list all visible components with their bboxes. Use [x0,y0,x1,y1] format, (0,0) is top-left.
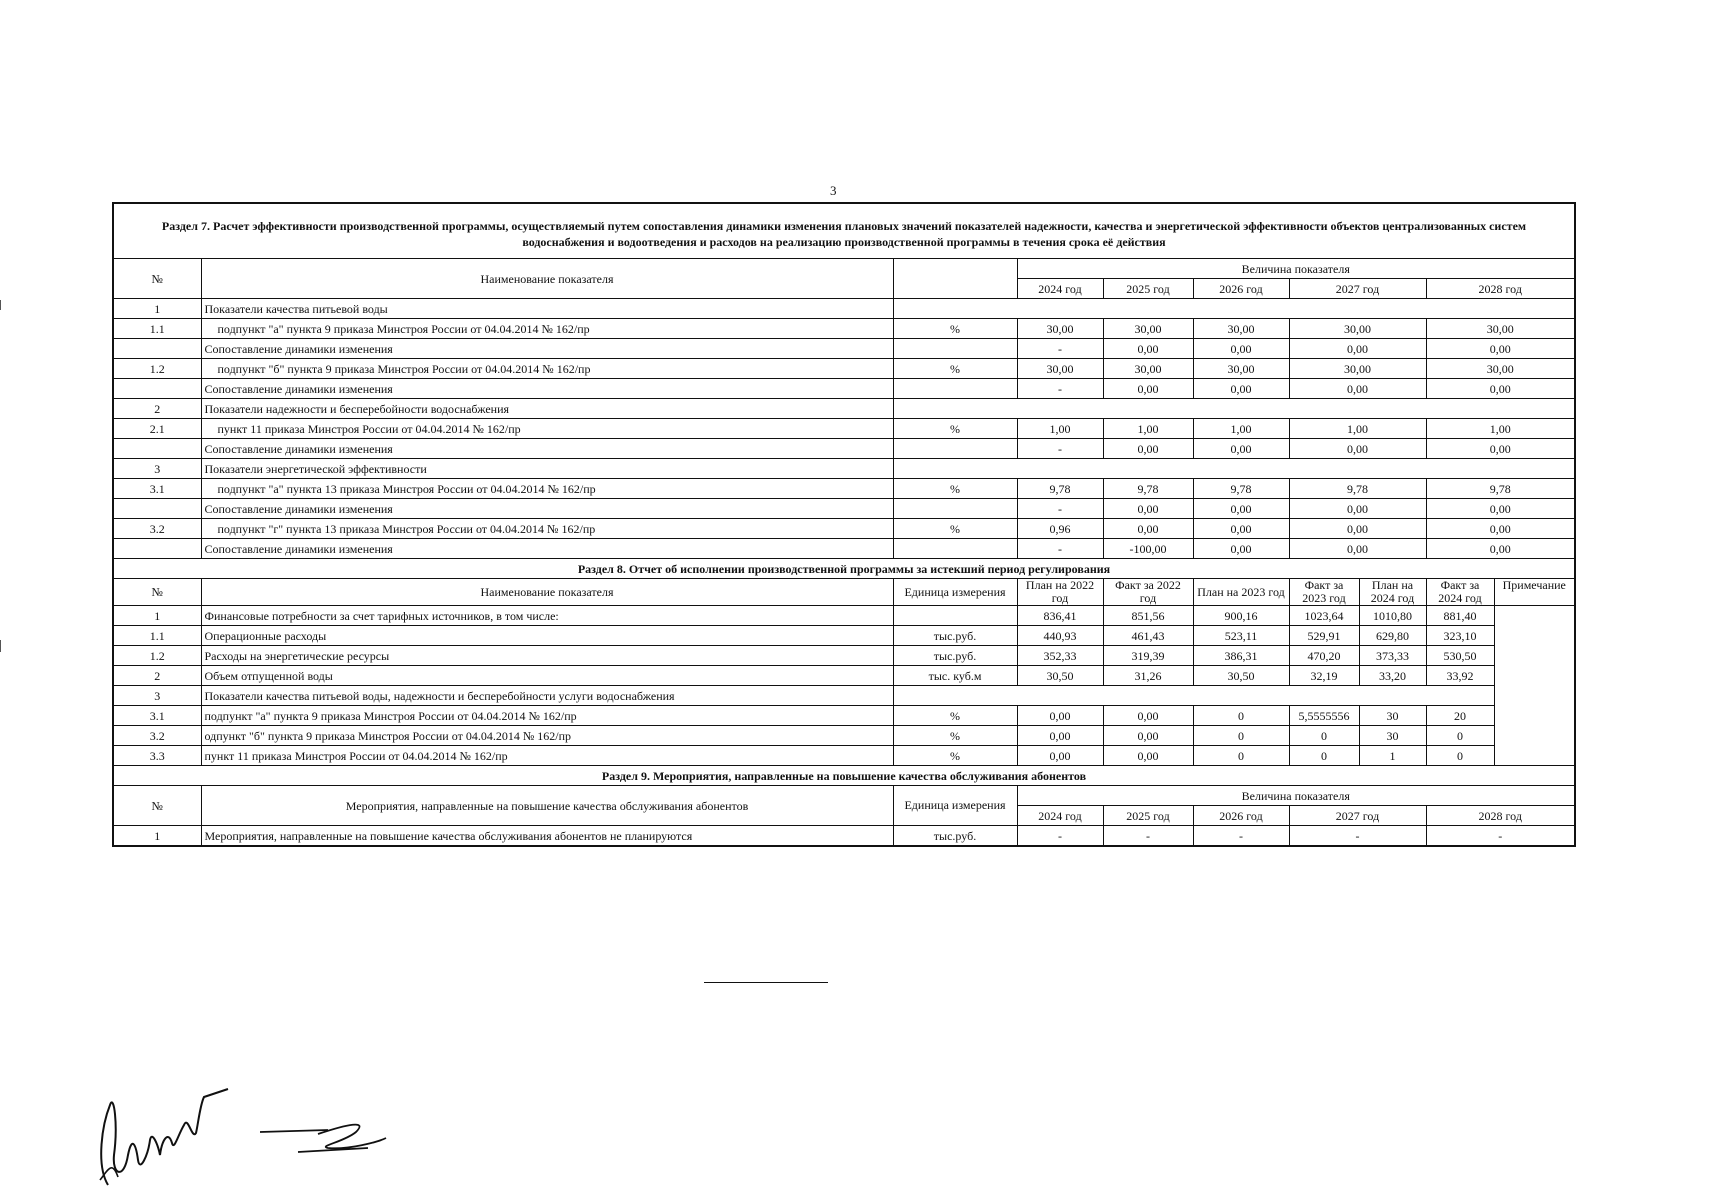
row-value: 900,16 [1193,606,1289,626]
col-name-header: Наименование показателя [201,259,893,299]
section8-header-row [113,579,1575,606]
row-value: 0,00 [1426,339,1575,359]
row-value: 851,56 [1103,606,1193,626]
col-header: План на 2023 год [1193,579,1289,606]
separator-line [704,982,828,983]
row-name: подпункт "б" пункта 9 приказа Минстроя России от 04.04.2014 № 162/пр [201,359,893,379]
row-value: 440,93 [1017,626,1103,646]
year-header: 2028 год [1426,806,1575,826]
table-row [113,726,1575,746]
row-number: 1.1 [113,319,201,339]
row-number [113,499,201,519]
row-number: 3 [113,686,201,706]
row-value: 0,00 [1017,726,1103,746]
row-value: 33,92 [1426,666,1494,686]
group-spacer [893,299,1575,319]
row-name: Сопоставление динамики изменения [201,379,893,399]
row-value: 0 [1193,726,1289,746]
col-number-header: № [113,579,201,606]
row-unit [893,606,1017,626]
table-row [113,299,1575,319]
row-value: - [1017,539,1103,559]
row-value: 9,78 [1103,479,1193,499]
section8-title-row [113,559,1575,579]
table-row [113,339,1575,359]
row-unit: % [893,706,1017,726]
row-name: пункт 11 приказа Минстроя России от 04.04.2014 № 162/пр [201,746,893,766]
row-unit [893,439,1017,459]
table-row [113,359,1575,379]
row-name: Финансовые потребности за счет тарифных источников, в том числе: [201,606,893,626]
row-value: - [1193,826,1289,847]
row-unit: % [893,519,1017,539]
row-value: 9,78 [1193,479,1289,499]
col-header: План на 2022 год [1017,579,1103,606]
row-value: 1,00 [1426,419,1575,439]
row-value: - [1017,826,1103,847]
year-header: 2028 год [1426,279,1575,299]
section9-title: Раздел 9. Мероприятия, направленные на повышение качества обслуживания абонентов [113,766,1575,786]
row-value: - [1103,826,1193,847]
row-number [113,339,201,359]
row-value: 0,00 [1103,339,1193,359]
row-value: 0 [1289,746,1359,766]
row-number: 3.3 [113,746,201,766]
col-header: Факт за 2024 год [1426,579,1494,606]
col-note-header: Примечание [1494,579,1575,606]
col-value-header: Величина показателя [1017,259,1575,279]
row-name: Объем отпущенной воды [201,666,893,686]
row-name: пункт 11 приказа Минстроя России от 04.04.2014 № 162/пр [201,419,893,439]
row-value: 461,43 [1103,626,1193,646]
row-value: 0,00 [1103,499,1193,519]
row-name: подпункт "а" пункта 13 приказа Минстроя России от 04.04.2014 № 162/пр [201,479,893,499]
row-value: 30,00 [1103,319,1193,339]
section9-title-row [113,766,1575,786]
row-value: 0,00 [1289,379,1426,399]
row-value: 0,00 [1289,519,1426,539]
col-unit-header: Единица измерения [893,786,1017,826]
row-value: 30 [1359,706,1426,726]
row-name: подпункт "а" пункта 9 приказа Минстроя России от 04.04.2014 № 162/пр [201,319,893,339]
table-row [113,606,1575,626]
table-row [113,399,1575,419]
table-row [113,479,1575,499]
row-unit [893,499,1017,519]
row-name: Мероприятия, направленные на повышение качества обслуживания абонентов не планируются [201,826,893,847]
row-number: 2 [113,666,201,686]
row-name: Показатели надежности и бесперебойности водоснабжения [201,399,893,419]
row-value: 0 [1193,746,1289,766]
row-number: 3.2 [113,519,201,539]
row-value: 836,41 [1017,606,1103,626]
col-name-header: Наименование показателя [201,579,893,606]
row-number: 1.1 [113,626,201,646]
row-number: 1.2 [113,359,201,379]
table-row [113,626,1575,646]
row-name: Сопоставление динамики изменения [201,439,893,459]
row-name: Расходы на энергетические ресурсы [201,646,893,666]
table-row [113,439,1575,459]
row-value: 530,50 [1426,646,1494,666]
row-name: одпункт "б" пункта 9 приказа Минстроя России от 04.04.2014 № 162/пр [201,726,893,746]
row-value: 0,00 [1289,339,1426,359]
row-value: 0,00 [1193,519,1289,539]
col-name-header: Мероприятия, направленные на повышение качества обслуживания абонентов [201,786,893,826]
row-value: 0,00 [1193,499,1289,519]
row-value: 319,39 [1103,646,1193,666]
table-row [113,666,1575,686]
row-number: 3.1 [113,706,201,726]
table-row [113,519,1575,539]
row-value: 1023,64 [1289,606,1359,626]
year-header: 2026 год [1193,279,1289,299]
row-unit [893,539,1017,559]
scan-edge-mark [0,300,1,310]
table-row [113,419,1575,439]
row-number: 3.1 [113,479,201,499]
row-number: 1 [113,606,201,626]
row-name: Операционные расходы [201,626,893,646]
row-value: 0,00 [1103,439,1193,459]
row-value: 30,00 [1017,319,1103,339]
row-value: 470,20 [1289,646,1359,666]
row-unit: % [893,726,1017,746]
row-number [113,439,201,459]
section8-title: Раздел 8. Отчет об исполнении производственной программы за истекший период регулирования [113,559,1575,579]
row-value: 1010,80 [1359,606,1426,626]
row-value: 0,00 [1426,519,1575,539]
row-name: подпункт "г" пункта 13 приказа Минстроя России от 04.04.2014 № 162/пр [201,519,893,539]
signature-image [88,1085,238,1195]
row-value: 30,00 [1426,359,1575,379]
row-name: Показатели качества питьевой воды [201,299,893,319]
row-value: 1,00 [1103,419,1193,439]
table-row [113,686,1575,706]
col-header: Факт за 2023 год [1289,579,1359,606]
year-header: 2025 год [1103,279,1193,299]
col-header: План на 2024 год [1359,579,1426,606]
row-value: 1,00 [1193,419,1289,439]
row-value: 0,00 [1193,539,1289,559]
row-value: 31,26 [1103,666,1193,686]
row-value: 30,00 [1426,319,1575,339]
scan-edge-mark [0,640,1,652]
document-table [112,202,1574,847]
signature-image [258,1112,388,1162]
row-value: - [1289,826,1426,847]
group-spacer [893,399,1575,419]
row-value: 9,78 [1426,479,1575,499]
row-value: 20 [1426,706,1494,726]
row-unit [893,379,1017,399]
row-value: 1,00 [1017,419,1103,439]
row-unit: % [893,746,1017,766]
col-unit-header [893,259,1017,299]
row-name: Показатели энергетической эффективности [201,459,893,479]
row-value: 0 [1426,726,1494,746]
row-value: 0,00 [1017,706,1103,726]
row-number: 3.2 [113,726,201,746]
year-header: 2024 год [1017,279,1103,299]
row-value: 0,96 [1017,519,1103,539]
table-row [113,539,1575,559]
row-value: - [1017,339,1103,359]
row-value: 373,33 [1359,646,1426,666]
row-value: 30,00 [1289,359,1426,379]
row-value: 0,00 [1289,539,1426,559]
year-header: 2024 год [1017,806,1103,826]
row-value: 30,00 [1103,359,1193,379]
table-row [113,706,1575,726]
row-value: 352,33 [1017,646,1103,666]
row-value: -100,00 [1103,539,1193,559]
row-value: 0,00 [1289,439,1426,459]
row-value: 386,31 [1193,646,1289,666]
row-number: 1 [113,299,201,319]
row-value: 0,00 [1103,746,1193,766]
row-name: Сопоставление динамики изменения [201,499,893,519]
row-number: 1 [113,826,201,847]
row-value: 0,00 [1017,746,1103,766]
col-unit-header: Единица измерения [893,579,1017,606]
row-value: - [1426,826,1575,847]
row-name: Показатели качества питьевой воды, надежности и бесперебойности услуги водоснабжения [201,686,893,706]
section7-title: Раздел 7. Расчет эффективности производственной программы, осуществляемый путем сопоставления динамики изменения плановых значений показателей надежности, качества и энергетической эффективности объектов централизованных систем водоснабжения и водоотведения и расходов на реализацию производственной программы в течения срока её действия [113,203,1575,259]
row-unit [893,339,1017,359]
year-header: 2025 год [1103,806,1193,826]
row-value: 30,00 [1193,319,1289,339]
group-spacer [893,459,1575,479]
row-value: 9,78 [1289,479,1426,499]
row-value: 0,00 [1103,379,1193,399]
row-name: подпункт "а" пункта 9 приказа Минстроя России от 04.04.2014 № 162/пр [201,706,893,726]
report-table [112,202,1576,847]
col-header: Факт за 2022 год [1103,579,1193,606]
table-row [113,826,1575,847]
row-value: 32,19 [1289,666,1359,686]
table-row [113,379,1575,399]
row-unit: % [893,479,1017,499]
row-value: 0,00 [1103,519,1193,539]
table-row [113,646,1575,666]
page-number: 3 [830,183,837,198]
row-unit: % [893,319,1017,339]
row-value: 30,00 [1193,359,1289,379]
row-value: 0 [1426,746,1494,766]
row-value: 529,91 [1289,626,1359,646]
row-name: Сопоставление динамики изменения [201,539,893,559]
row-value: 30,00 [1017,359,1103,379]
row-value: 0,00 [1193,379,1289,399]
row-value: 1,00 [1289,419,1426,439]
table-row [113,459,1575,479]
row-value: 323,10 [1426,626,1494,646]
row-unit: тыс.руб. [893,646,1017,666]
group-spacer [893,686,1494,706]
row-unit: тыс.руб. [893,826,1017,847]
row-unit: % [893,419,1017,439]
row-value: 30,50 [1017,666,1103,686]
year-header: 2026 год [1193,806,1289,826]
table-row [113,746,1575,766]
row-value: 33,20 [1359,666,1426,686]
note-cell [1494,606,1575,766]
row-unit: тыс.руб. [893,626,1017,646]
row-number: 2.1 [113,419,201,439]
row-value: 9,78 [1017,479,1103,499]
row-number [113,379,201,399]
year-header: 2027 год [1289,806,1426,826]
table-row [113,499,1575,519]
row-value: 0,00 [1426,499,1575,519]
row-value: 0,00 [1103,706,1193,726]
col-value-header: Величина показателя [1017,786,1575,806]
row-unit: тыс. куб.м [893,666,1017,686]
row-value: 5,5555556 [1289,706,1359,726]
row-value: - [1017,439,1103,459]
row-number: 2 [113,399,201,419]
row-value: - [1017,499,1103,519]
row-value: 30 [1359,726,1426,746]
col-number-header: № [113,259,201,299]
section7-header-row [113,259,1575,279]
row-number [113,539,201,559]
row-value: 0,00 [1426,379,1575,399]
row-value: 523,11 [1193,626,1289,646]
row-number: 1.2 [113,646,201,666]
row-value: 0,00 [1289,499,1426,519]
col-number-header: № [113,786,201,826]
row-value: 0 [1289,726,1359,746]
table-row [113,319,1575,339]
row-value: - [1017,379,1103,399]
row-value: 30,50 [1193,666,1289,686]
row-unit: % [893,359,1017,379]
section9-header-row [113,786,1575,806]
row-name: Сопоставление динамики изменения [201,339,893,359]
row-value: 1 [1359,746,1426,766]
row-number: 3 [113,459,201,479]
row-value: 0,00 [1193,439,1289,459]
section7-title-row [113,203,1575,259]
year-header: 2027 год [1289,279,1426,299]
row-value: 30,00 [1289,319,1426,339]
row-value: 881,40 [1426,606,1494,626]
row-value: 0 [1193,706,1289,726]
row-value: 0,00 [1426,439,1575,459]
row-value: 0,00 [1426,539,1575,559]
row-value: 629,80 [1359,626,1426,646]
row-value: 0,00 [1103,726,1193,746]
row-value: 0,00 [1193,339,1289,359]
